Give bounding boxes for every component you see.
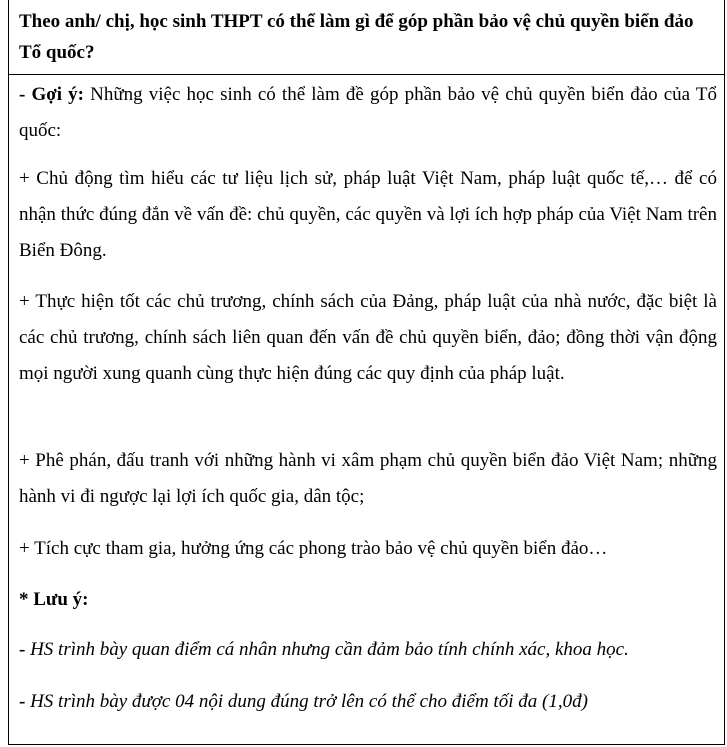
hint-label: - Gợi ý: [19,84,84,105]
point-4: + Tích cực tham gia, hưởng ứng các phong trào bảo vệ chủ quyền biển đảo… [19,538,608,559]
question-row [9,0,724,75]
note-text-1: HS trình bày quan điểm cá nhân nhưng cần đảm bảo tính chính xác, khoa học. [30,639,629,660]
question-text: Theo anh/ chị, học sinh THPT có thể làm gì để góp phần bảo vệ chủ quyền biển đảo Tổ quốc? [19,11,694,63]
hint-text: Những việc học sinh có thể làm đề góp phần bảo vệ chủ quyền biển đảo của Tổ quốc: [19,84,717,141]
note-line-1 [19,632,717,668]
note-text-2: HS trình bày được 04 nội dung đúng trở lên có thể cho điểm tối đa (1,0đ) [30,691,588,712]
point-1: + Chủ động tìm hiểu các tư liệu lịch sử, pháp luật Việt Nam, pháp luật quốc tế,… để có nhận thức đúng đắn về vấn đề: chủ quyền, các quyền và lợi ích hợp pháp của Việt Nam trên Biển Đông. [19,168,717,261]
note-label: * Lưu ý: [19,589,89,610]
note-dash-1: - [19,639,31,660]
note-dash-2: - [19,691,31,712]
answer-table [8,0,725,745]
point-2: + Thực hiện tốt các chủ trương, chính sách của Đảng, pháp luật của nhà nước, đặc biệt là các chủ trương, chính sách liên quan đến vấn đề chủ quyền biển, đảo; đồng thời vận động mọi người xung quanh cùng thực hiện đúng các quy định của pháp luật. [19,291,717,384]
point-3: + Phê phán, đấu tranh với những hành vi xâm phạm chủ quyền biển đảo Việt Nam; những hành vi đi ngược lại lợi ích quốc gia, dân tộc; [19,450,717,507]
note-line-2 [19,684,717,720]
hint-paragraph [19,77,717,149]
answer-row [9,75,724,744]
